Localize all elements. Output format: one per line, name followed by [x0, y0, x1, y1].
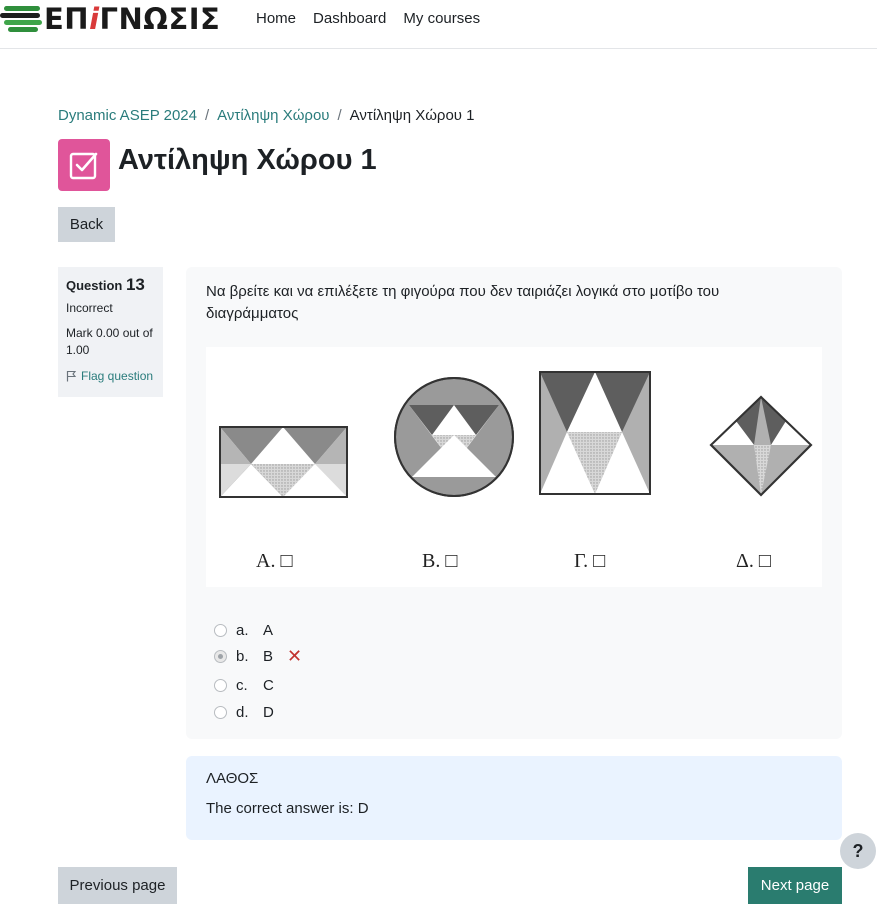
answer-text: A: [263, 621, 274, 639]
question-info-panel: [58, 267, 163, 397]
answer-letter: d.: [236, 703, 249, 721]
nav-link-my-courses[interactable]: My courses: [403, 10, 481, 27]
breadcrumb-separator: /: [204, 107, 210, 124]
question-number-label: Question: [66, 278, 123, 293]
question-number-value: 13: [125, 275, 145, 294]
nav-link-dashboard[interactable]: Dashboard: [313, 10, 387, 27]
navbar: [0, 0, 877, 49]
question-state: Incorrect: [66, 301, 113, 315]
question-text: Να βρείτε και να επιλέξετε τη φιγούρα που δεν ταιριάζει λογικά στο μοτίβο του διαγράμματος: [206, 283, 720, 322]
incorrect-icon: ✕: [287, 646, 303, 666]
answer-option-c[interactable]: [214, 672, 302, 698]
figure-d-diamond: [711, 397, 811, 495]
figure-label-a: Α. □: [256, 550, 293, 572]
breadcrumb-separator: /: [337, 107, 342, 124]
answer-option-d[interactable]: [214, 699, 302, 725]
answer-radio[interactable]: [214, 624, 227, 637]
question-feedback: [186, 756, 842, 840]
figure-b-circle: [395, 378, 513, 496]
figure-shapes: [206, 347, 822, 587]
help-button[interactable]: ?: [840, 833, 876, 869]
breadcrumb-section[interactable]: Αντίληψη Χώρου: [217, 107, 330, 124]
question-figure: [206, 347, 822, 587]
next-page-button[interactable]: Next page: [748, 867, 842, 904]
breadcrumb-current: Αντίληψη Χώρου 1: [349, 107, 475, 124]
breadcrumb-course[interactable]: Dynamic ASEP 2024: [58, 107, 197, 124]
site-logo[interactable]: [0, 2, 221, 36]
general-feedback: ΛΑΘΟΣ: [206, 770, 259, 787]
previous-page-button[interactable]: Previous page: [58, 867, 177, 904]
figure-label-d: Δ. □: [736, 550, 771, 572]
answer-letter: b.: [236, 647, 249, 665]
question-content: [186, 267, 842, 739]
right-answer-text: The correct answer is: D: [206, 800, 369, 817]
figure-c-square: [540, 372, 650, 494]
answer-text: D: [263, 703, 274, 721]
flag-icon: [66, 370, 77, 382]
answer-option-b[interactable]: [214, 643, 302, 669]
flag-question-label: Flag question: [81, 369, 154, 383]
logo-text: ΕΠiΓΝΩΣΙΣ: [44, 2, 221, 36]
figure-a-rectangle: [220, 427, 347, 497]
nav-link-home[interactable]: Home: [256, 10, 297, 27]
back-button[interactable]: Back: [58, 207, 115, 242]
answer-text: B: [263, 647, 274, 665]
question-grade: Mark 0.00 out of 1.00: [66, 326, 153, 357]
answer-option-a[interactable]: [214, 617, 302, 643]
answer-radio-selected[interactable]: [214, 650, 227, 663]
quiz-activity-icon: [58, 139, 110, 191]
checkbox-icon: [69, 150, 99, 180]
flag-question-link[interactable]: [66, 368, 155, 384]
answer-radio[interactable]: [214, 706, 227, 719]
question-number: [66, 275, 155, 296]
answer-text: C: [263, 676, 274, 694]
answer-letter: c.: [236, 676, 248, 694]
page-title: Αντίληψη Χώρου 1: [118, 144, 377, 176]
logo-bars-icon: [0, 6, 42, 34]
answer-letter: a.: [236, 621, 249, 639]
figure-label-b: Β. □: [422, 550, 458, 572]
breadcrumb: [58, 107, 475, 125]
primary-navigation: [256, 10, 480, 28]
figure-label-c: Γ. □: [574, 550, 606, 572]
answer-options: [214, 617, 302, 725]
answer-radio[interactable]: [214, 679, 227, 692]
